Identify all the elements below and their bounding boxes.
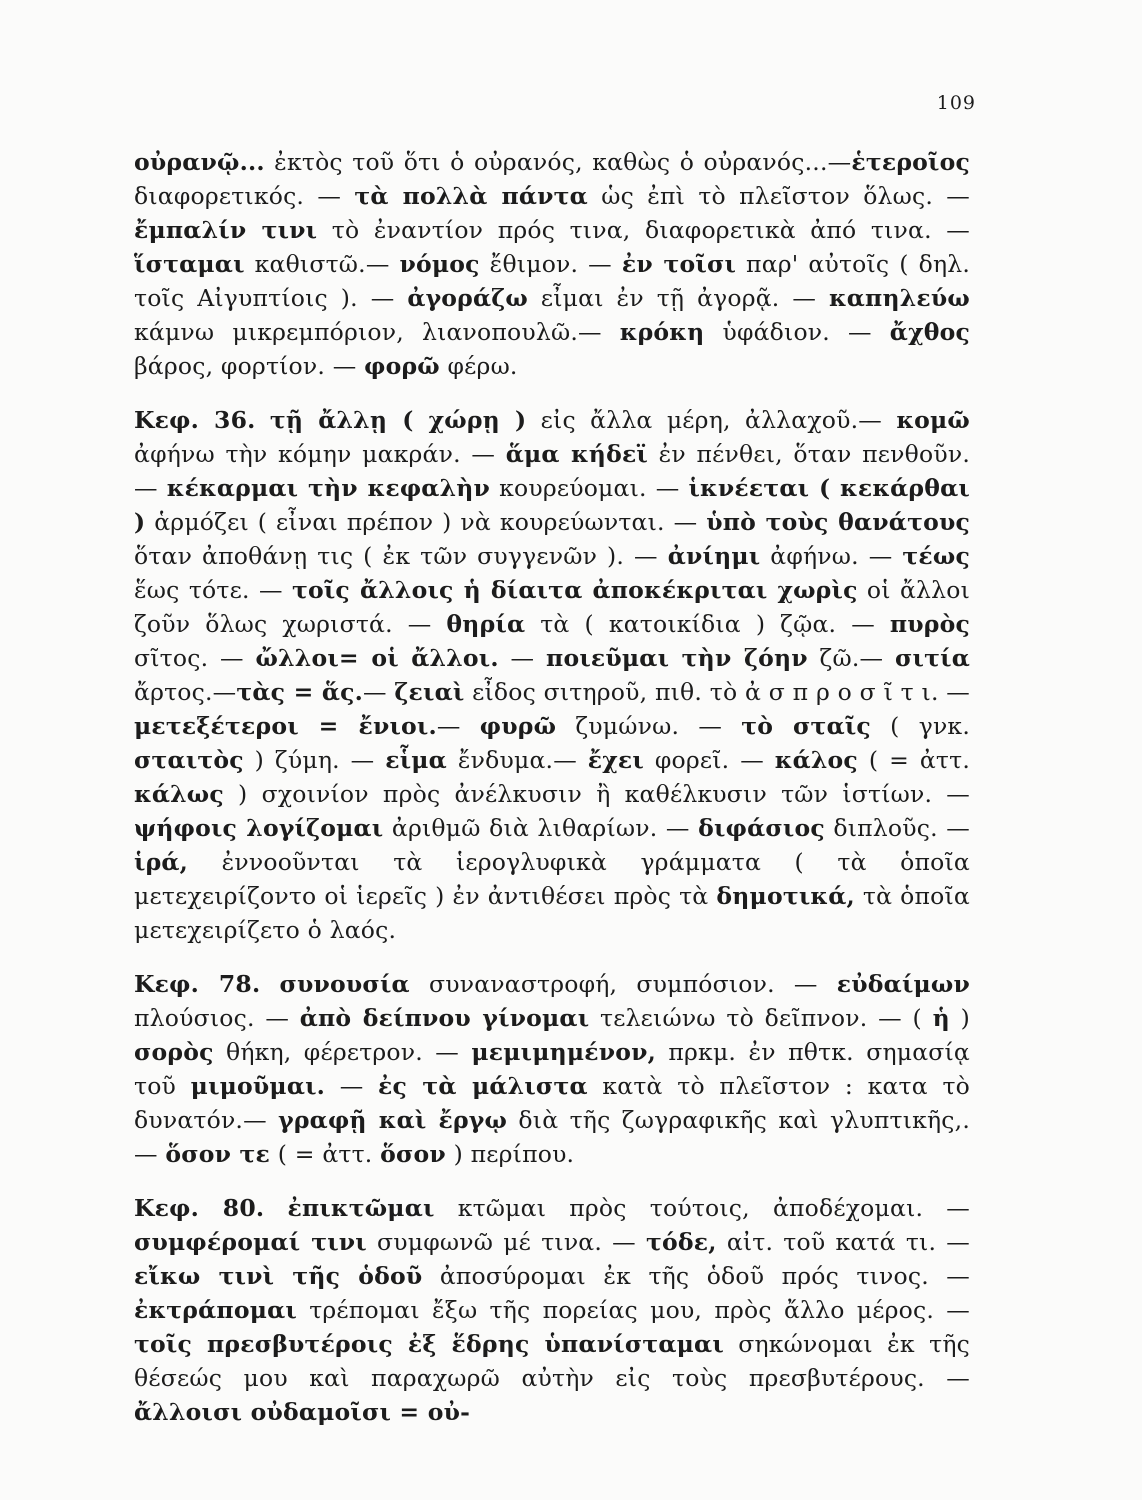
gloss-text: ζυμώνω. —	[556, 712, 742, 740]
glossary-text	[134, 145, 970, 1429]
lemma-term: ἀπὸ δείπνου γίνομαι	[299, 1004, 590, 1032]
gloss-text	[256, 406, 270, 434]
lemma-term: ἐπικτῶμαι	[287, 1194, 435, 1222]
lemma-term: ἀνίημι	[667, 542, 761, 570]
lemma-term: ἐς τὰ μάλιστα	[378, 1072, 588, 1100]
glossary-paragraph	[134, 145, 970, 383]
glossary-paragraph-chapter-78	[134, 967, 970, 1171]
gloss-text: διὰ τῆς ζωγραφικῆς καὶ γλυπτικῆς,. —	[134, 1106, 971, 1168]
lemma-term: ὅσον τε	[165, 1140, 271, 1168]
gloss-text: τελειώνω τὸ δεῖπνον. — (	[589, 1004, 933, 1032]
lemma-term: οὐρανῷ...	[134, 148, 265, 176]
gloss-text: διπλοῦς. —	[824, 814, 970, 842]
lemma-term: πυρὸς	[889, 610, 970, 638]
lemma-term: ἅμα κήδεϊ	[505, 440, 649, 468]
lemma-term: μιμοῦμαι.	[190, 1072, 326, 1100]
gloss-text: ἔνδυμα.—	[446, 746, 588, 774]
lemma-term: τὸ σταῖς	[741, 712, 871, 740]
lemma-term: γραφῇ καὶ ἔργῳ	[278, 1106, 508, 1134]
lemma-term: θηρία	[446, 610, 526, 638]
gloss-text: ἔθιμον. —	[479, 250, 622, 278]
gloss-text: ἐννοοῦνται τὰ ἱερογλυφικὰ γράμματα ( τὰ ὁποῖα μετεχειρίζοντο οἱ ἱερεῖς ) ἐν ἀντιθέσει πρὸς τὰ	[134, 848, 970, 910]
lemma-term: μεμιμημένον,	[471, 1038, 657, 1066]
lemma-term: ἱρά,	[134, 848, 189, 876]
lemma-term: σορὸς	[134, 1038, 214, 1066]
lemma-term: ἄλλοισι οὐδαμοῖσι = οὐ-	[134, 1398, 471, 1426]
lemma-term: ἐκτράπομαι	[134, 1296, 297, 1324]
lemma-term: τοῖς πρεσβυτέροις ἐξ ἕδρης ὑπανίσταμαι	[134, 1330, 724, 1358]
lemma-term: μετεξέτεροι = ἔνιοι.	[134, 712, 437, 740]
lemma-term: ἱκνέεται ( κεκάρθαι )	[134, 474, 970, 536]
lemma-term: τῇ ἄλλῃ ( χώρῃ )	[269, 406, 527, 434]
lemma-term: εὐδαίμων	[836, 970, 970, 998]
lemma-term: φορῶ	[364, 352, 440, 380]
lemma-term: ἀγοράζω	[407, 284, 528, 312]
gloss-text: κουρεύομαι. —	[490, 474, 689, 502]
lemma-term: τὰς = ἅς.	[236, 678, 364, 706]
lemma-term: ζειαὶ	[394, 678, 465, 706]
gloss-text: ) ζύμη. —	[243, 746, 386, 774]
gloss-text: ) σχοινίον πρὸς ἀνέλκυσιν ἢ καθέλκυσιν τῶν ἱστίων. —	[223, 780, 970, 808]
gloss-text: τὸ ἐναντίον πρός τινα, διαφορετικὰ ἀπό τινα. —	[317, 216, 970, 244]
gloss-text: πρκμ. ἐν πθτκ. σημασίᾳ τοῦ	[134, 1038, 970, 1100]
lemma-term: δημοτικά,	[716, 882, 855, 910]
lemma-term: νόμος	[399, 250, 480, 278]
lemma-term: κάλος	[774, 746, 858, 774]
lemma-term: τὰ πολλὰ πάντα	[354, 182, 588, 210]
gloss-text: θήκη, φέρετρον. —	[213, 1038, 472, 1066]
glossary-paragraph-chapter-80	[134, 1191, 970, 1429]
gloss-text: καθιστῶ.—	[244, 250, 400, 278]
lemma-term: σιτία	[895, 644, 970, 672]
lemma-term: τόδε,	[646, 1228, 717, 1256]
lemma-term: κρόκη	[619, 318, 705, 346]
gloss-text: ἐκτὸς τοῦ ὅτι ὁ οὐρανός, καθὼς ὁ οὐρανός...—	[264, 148, 852, 176]
lemma-term: Κεφ. 80.	[134, 1194, 265, 1222]
glossary-paragraph-chapter-36	[134, 403, 970, 947]
gloss-text: συναναστροφή, συμπόσιον. —	[409, 970, 837, 998]
lemma-term: τέως	[902, 542, 971, 570]
gloss-text: ἀφήνω. —	[760, 542, 903, 570]
gloss-text: εἶδος σιτηροῦ, πιθ. τὸ ἀ σ π ρ ο σ ῖ τ ι. —	[464, 678, 971, 706]
lemma-term: ἄχθος	[889, 318, 970, 346]
lemma-term: ἔμπαλίν τινι	[134, 216, 318, 244]
lemma-term: ὅσον	[380, 1140, 446, 1168]
gloss-text: ἄρτος.—	[134, 678, 237, 706]
lemma-term: σταιτὸς	[134, 746, 244, 774]
gloss-text: ἀφήνω τὴν κόμην μακράν. —	[134, 440, 506, 468]
gloss-text: διαφορετικός. —	[134, 182, 355, 210]
lemma-term: ἐν τοῖσι	[621, 250, 737, 278]
gloss-text: βάρος, φορτίον. —	[134, 352, 365, 380]
gloss-text: φορεῖ. —	[643, 746, 775, 774]
lemma-term: φυρῶ	[479, 712, 557, 740]
lemma-term: Κεφ. 78.	[134, 970, 261, 998]
lemma-term: ὑπὸ τοὺς θανάτους	[706, 508, 970, 536]
lemma-term: συμφέρομαί τινι	[134, 1228, 367, 1256]
gloss-text: ἐν πένθει, ὅταν πενθοῦν. —	[134, 440, 970, 502]
lemma-term: τοῖς ἄλλοις ἡ δίαιτα ἀποκέκριται χωρὶς	[291, 576, 858, 604]
lemma-term: ἵσταμαι	[134, 250, 245, 278]
gloss-text: ἀριθμῶ διὰ λιθαρίων. —	[383, 814, 699, 842]
gloss-text: τὰ ( κατοικίδια ) ζῷα. —	[525, 610, 890, 638]
gloss-text: )	[949, 1004, 970, 1032]
lemma-term: εἴκω τινὶ τῆς ὁδοῦ	[134, 1262, 423, 1290]
lemma-term: ποιεῦμαι τὴν ζόην	[546, 644, 808, 672]
gloss-text: εἶμαι ἐν τῇ ἀγορᾷ. —	[528, 284, 829, 312]
gloss-text: σῖτος. —	[134, 644, 256, 672]
lemma-term: ὤλλοι= οἱ ἄλλοι.	[255, 644, 499, 672]
gloss-text: οἱ ἄλλοι ζοῦν ὅλως χωριστά. —	[134, 576, 970, 638]
lemma-term: κέκαρμαι τὴν κεφαλὴν	[166, 474, 491, 502]
gloss-text: αἰτ. τοῦ κατά τι. —	[716, 1228, 970, 1256]
lemma-term: ψήφοις λογίζομαι	[134, 814, 384, 842]
gloss-text: συμφωνῶ μέ τινα. —	[366, 1228, 647, 1256]
gloss-text: ὅταν ἀποθάνῃ τις ( ἐκ τῶν συγγενῶν ). —	[134, 542, 668, 570]
gloss-text: ( = ἀττ.	[270, 1140, 381, 1168]
gloss-text: σηκώνομαι ἐκ τῆς θέσεώς μου καὶ παραχωρῶ αὐτὴν εἰς τοὺς πρεσβυτέρους. —	[134, 1330, 970, 1392]
gloss-text: εἰς ἄλλα μέρη, ἀλλαχοῦ.—	[526, 406, 897, 434]
gloss-text: τὰ ὁποῖα μετεχειρίζετο ὁ λαός.	[134, 882, 970, 944]
gloss-text: —	[498, 644, 547, 672]
gloss-text: —	[325, 1072, 379, 1100]
gloss-text: —	[363, 678, 395, 706]
gloss-text: ἀποσύρομαι ἐκ τῆς ὁδοῦ πρός τινος. —	[422, 1262, 970, 1290]
gloss-text: ( = ἀττ.	[857, 746, 970, 774]
lemma-term: εἷμα	[385, 746, 447, 774]
lemma-term: ἑτεροῖος	[851, 148, 970, 176]
gloss-text: κατὰ τὸ πλεῖστον : κατα τὸ δυνατόν.—	[134, 1072, 971, 1134]
page-number: 109	[936, 92, 976, 114]
lemma-term: συνουσία	[279, 970, 410, 998]
gloss-text: ζῶ.—	[807, 644, 896, 672]
gloss-text: ἕως τότε. —	[134, 576, 292, 604]
gloss-text	[264, 1194, 287, 1222]
gloss-text: ( γνκ.	[870, 712, 970, 740]
gloss-text: ὡς ἐπὶ τὸ πλεῖστον ὅλως. —	[587, 182, 970, 210]
gloss-text: —	[436, 712, 480, 740]
gloss-text: παρ' αὐτοῖς ( δηλ. τοῖς Αἰγυπτίοις ). —	[134, 250, 970, 312]
lemma-term: κομῶ	[896, 406, 970, 434]
gloss-text: κτῶμαι πρὸς τούτοις, ἀποδέχομαι. —	[434, 1194, 970, 1222]
lemma-term: κάλως	[134, 780, 224, 808]
lemma-term: Κεφ. 36.	[134, 406, 256, 434]
gloss-text: ) περίπου.	[445, 1140, 575, 1168]
gloss-text: τρέπομαι ἔξω τῆς πορείας μου, πρὸς ἄλλο μέρος. —	[296, 1296, 970, 1324]
gloss-text: κάμνω μικρεμπόριον, λιανοπουλῶ.—	[134, 318, 620, 346]
lemma-term: ἡ	[932, 1004, 950, 1032]
gloss-text: φέρω.	[439, 352, 518, 380]
lemma-term: καπηλεύω	[828, 284, 970, 312]
gloss-text: πλούσιος. —	[134, 1004, 300, 1032]
lemma-term: διφάσιος	[698, 814, 825, 842]
gloss-text	[260, 970, 279, 998]
gloss-text: ὑφάδιον. —	[704, 318, 890, 346]
gloss-text: ἁρμόζει ( εἶναι πρέπον ) νὰ κουρεύωνται. —	[145, 508, 707, 536]
lemma-term: ἔχει	[587, 746, 644, 774]
